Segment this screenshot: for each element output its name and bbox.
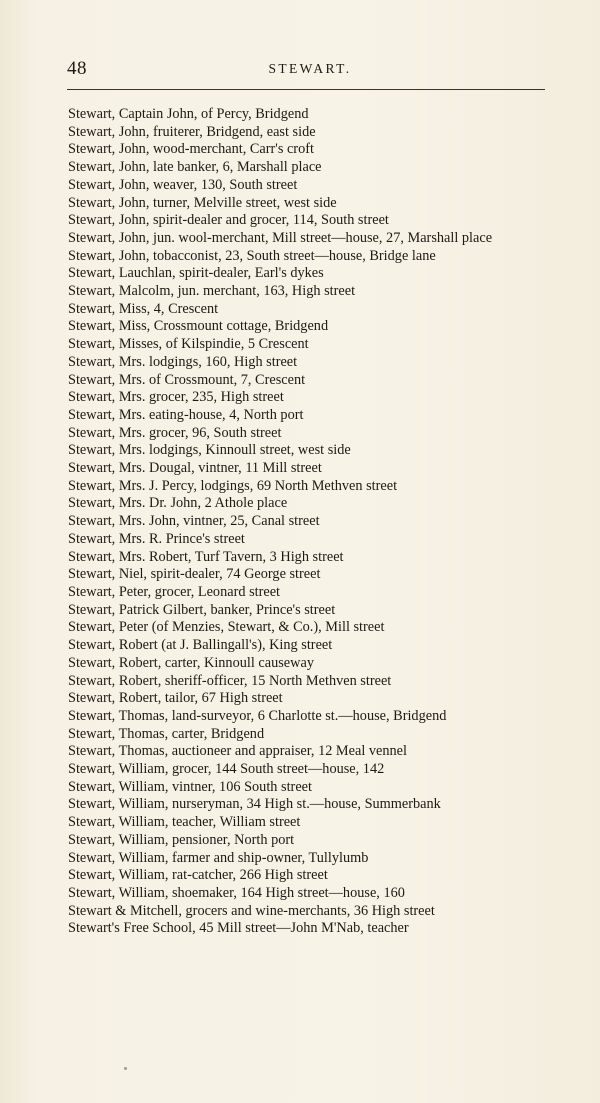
directory-entry: Stewart, Thomas, land-surveyor, 6 Charlotte st.—house, Bridgend — [68, 707, 447, 724]
directory-entry: Stewart, Mrs. eating-house, 4, North port — [68, 406, 304, 423]
directory-entry: Stewart, William, shoemaker, 164 High street—house, 160 — [68, 884, 405, 901]
directory-entry: Stewart's Free School, 45 Mill street—John M'Nab, teacher — [68, 920, 409, 937]
directory-entry: Stewart, William, rat-catcher, 266 High street — [68, 867, 328, 884]
header-rule — [67, 89, 545, 90]
directory-entry: Stewart, Captain John, of Percy, Bridgend — [68, 106, 309, 122]
directory-entry: Stewart, John, jun. wool-merchant, Mill street—house, 27, Marshall place — [68, 229, 493, 246]
directory-entry: Stewart, Peter, grocer, Leonard street — [68, 583, 281, 600]
directory-entry: Stewart, William, farmer and ship-owner, Tullylumb — [68, 849, 369, 866]
directory-entry: Stewart, John, fruiterer, Bridgend, east side — [68, 123, 316, 140]
directory-entry: Stewart, William, grocer, 144 South street—house, 142 — [68, 761, 385, 778]
directory-entry: Stewart, William, vintner, 106 South street — [68, 778, 312, 795]
running-head: STEWART. — [268, 61, 352, 76]
directory-entry: Stewart, Thomas, auctioneer and appraiser, 12 Meal vennel — [68, 743, 407, 760]
directory-entry: Stewart, William, teacher, William street — [68, 814, 301, 831]
directory-entry: Stewart, Miss, 4, Crescent — [68, 300, 219, 317]
directory-entry: Stewart, Mrs. Dr. John, 2 Athole place — [68, 495, 288, 512]
directory-entry: Stewart, Robert, tailor, 67 High street — [68, 690, 283, 707]
page-number: 48 — [67, 58, 87, 79]
directory-entry: Stewart, Peter (of Menzies, Stewart, & Co.), Mill street — [68, 619, 385, 636]
directory-entry: Stewart, John, late banker, 6, Marshall place — [68, 159, 322, 176]
ink-speck — [124, 1067, 127, 1070]
directory-entry: Stewart & Mitchell, grocers and wine-merchants, 36 High street — [68, 902, 435, 919]
directory-entry: Stewart, Mrs. of Crossmount, 7, Crescent — [68, 371, 306, 388]
directory-entry: Stewart, Mrs. John, vintner, 25, Canal street — [68, 513, 320, 530]
directory-entry: Stewart, Mrs. Dougal, vintner, 11 Mill street — [68, 460, 322, 477]
directory-entry: Stewart, John, tobacconist, 23, South street—house, Bridge lane — [68, 247, 436, 264]
directory-entry: Stewart, Mrs. grocer, 235, High street — [68, 389, 284, 406]
page-header — [67, 58, 547, 80]
directory-entry: Stewart, Miss, Crossmount cottage, Bridgend — [68, 318, 329, 335]
directory-entry: Stewart, Mrs. grocer, 96, South street — [68, 424, 282, 441]
directory-entry: Stewart, Mrs. J. Percy, lodgings, 69 North Methven street — [68, 477, 398, 494]
directory-entries — [68, 106, 554, 938]
directory-entry: Stewart, John, turner, Melville street, west side — [68, 194, 337, 211]
directory-entry: Stewart, John, wood-merchant, Carr's croft — [68, 141, 314, 158]
directory-entry: Stewart, Niel, spirit-dealer, 74 George street — [68, 566, 321, 583]
directory-entry: Stewart, Mrs. Robert, Turf Tavern, 3 High street — [68, 548, 344, 565]
directory-entry: Stewart, Lauchlan, spirit-dealer, Earl's dykes — [68, 265, 324, 282]
directory-entry: Stewart, William, nurseryman, 34 High st.—house, Summerbank — [68, 796, 441, 813]
directory-entry: Stewart, Mrs. R. Prince's street — [68, 530, 245, 547]
directory-entry: Stewart, Thomas, carter, Bridgend — [68, 725, 265, 742]
directory-entry: Stewart, William, pensioner, North port — [68, 831, 295, 848]
directory-entry: Stewart, Malcolm, jun. merchant, 163, High street — [68, 283, 356, 300]
directory-entry: Stewart, Patrick Gilbert, banker, Prince's street — [68, 601, 336, 618]
directory-entry: Stewart, Mrs. lodgings, Kinnoull street, west side — [68, 442, 351, 459]
directory-entry: Stewart, Misses, of Kilspindie, 5 Crescent — [68, 336, 309, 353]
directory-entry: Stewart, Robert, carter, Kinnoull causeway — [68, 654, 314, 671]
directory-entry: Stewart, Mrs. lodgings, 160, High street — [68, 353, 298, 370]
directory-entry: Stewart, Robert (at J. Ballingall's), King street — [68, 637, 333, 654]
directory-entry: Stewart, John, spirit-dealer and grocer, 114, South street — [68, 212, 389, 229]
directory-entry: Stewart, Robert, sheriff-officer, 15 North Methven street — [68, 672, 392, 689]
directory-entry: Stewart, John, weaver, 130, South street — [68, 176, 298, 193]
